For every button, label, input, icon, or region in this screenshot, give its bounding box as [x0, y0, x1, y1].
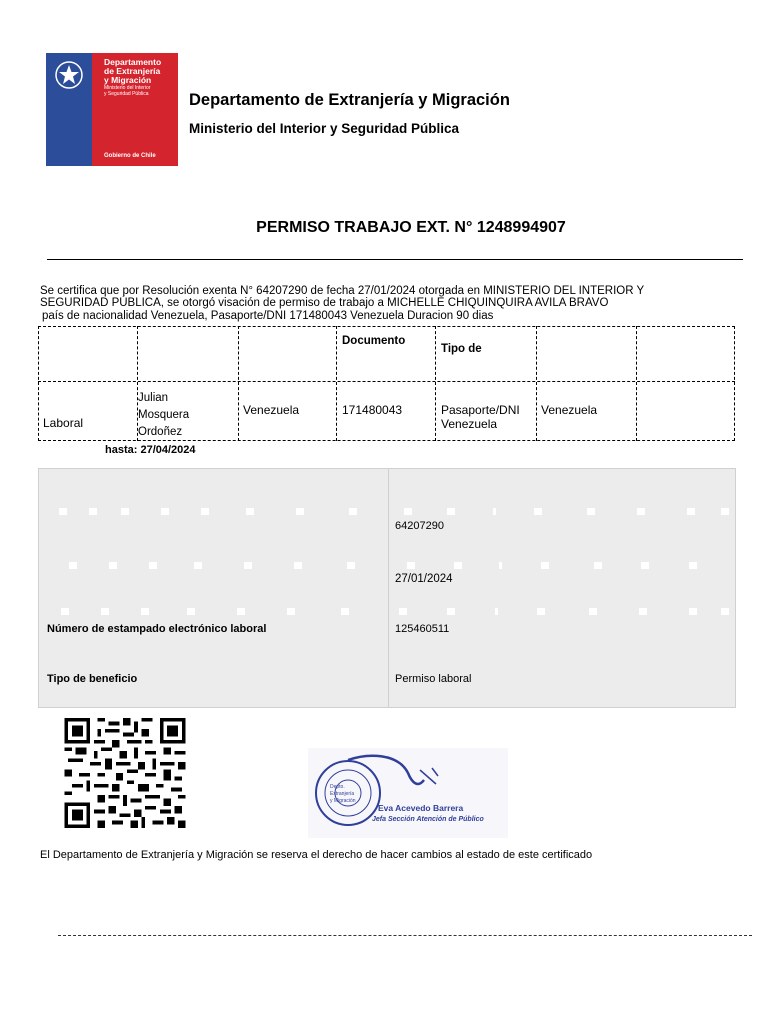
org-title: Departamento de Extranjería y Migración	[189, 91, 510, 109]
cell-pais: Venezuela	[541, 403, 598, 417]
signer-name: Eva Acevedo Barrera	[378, 803, 464, 813]
cell-documento: 171480043	[342, 403, 403, 417]
cert-line-3: país de nacionalidad Venezuela, Pasaporte/DNI 171480043 Venezuela Duracion 90 dias	[42, 310, 494, 322]
qr-code-icon	[64, 718, 186, 828]
footer-note: El Departamento de Extranjería y Migración se reserva el derecho de hacer cambios al estado de este certificado	[40, 849, 593, 861]
cell-nacionalidad: Venezuela	[243, 403, 300, 417]
logo-gov-text: Gobierno de Chile	[104, 153, 156, 159]
dot-row	[49, 508, 729, 516]
document-title: PERMISO TRABAJO EXT. N° 1248994907	[256, 219, 566, 236]
resolucion-value: 64207290	[395, 520, 444, 532]
dot-row	[49, 562, 729, 570]
org-subtitle: Ministerio del Interior y Seguridad Pública	[189, 121, 460, 136]
logo-subtext: Ministerio del Interior y Seguridad Pública	[104, 85, 151, 97]
header-documento: Documento	[342, 335, 406, 347]
cert-line-1: Se certifica que por Resolución exenta N° 64207290 de fecha 27/01/2024 otorgada en MINISTERIO DEL INTERIOR Y	[40, 285, 645, 297]
stamp-center-text-1: Depto.	[330, 784, 345, 790]
bottom-dashed-line	[58, 935, 752, 936]
title-divider	[47, 259, 743, 260]
estampado-label: Número de estampado electrónico laboral	[47, 623, 267, 635]
header-tipo-de: Tipo de	[441, 343, 482, 355]
beneficio-label: Tipo de beneficio	[47, 673, 138, 685]
cert-line-2: SEGURIDAD PÚBLICA, se otorgó visación de permiso de trabajo a MICHELLE CHIQUINQUIRA AVILA BRAVO	[40, 297, 609, 309]
cell-tipo: Laboral	[43, 416, 84, 430]
coat-of-arms-icon	[53, 59, 85, 91]
fecha-value: 27/01/2024	[395, 573, 453, 585]
official-stamp-signature	[308, 748, 508, 838]
info-box	[38, 468, 736, 708]
signer-role: Jefa Sección Atención de Público	[372, 816, 484, 823]
logo-text: Departamento de Extranjería y Migración	[104, 57, 162, 85]
dot-row	[49, 608, 729, 616]
stamp-center-text-3: y Migración	[330, 798, 356, 804]
beneficio-value: Permiso laboral	[395, 673, 472, 685]
cell-tipo-doc: Pasaporte/DNI Venezuela	[441, 403, 520, 431]
government-logo	[46, 53, 178, 166]
estampado-value: 125460511	[395, 623, 450, 635]
cell-nombre: Julian Mosquera Ordoñez	[138, 392, 190, 438]
valid-until: hasta: 27/04/2024	[105, 444, 196, 456]
permit-table	[38, 326, 735, 441]
stamp-center-text-2: Extranjería	[330, 791, 355, 797]
